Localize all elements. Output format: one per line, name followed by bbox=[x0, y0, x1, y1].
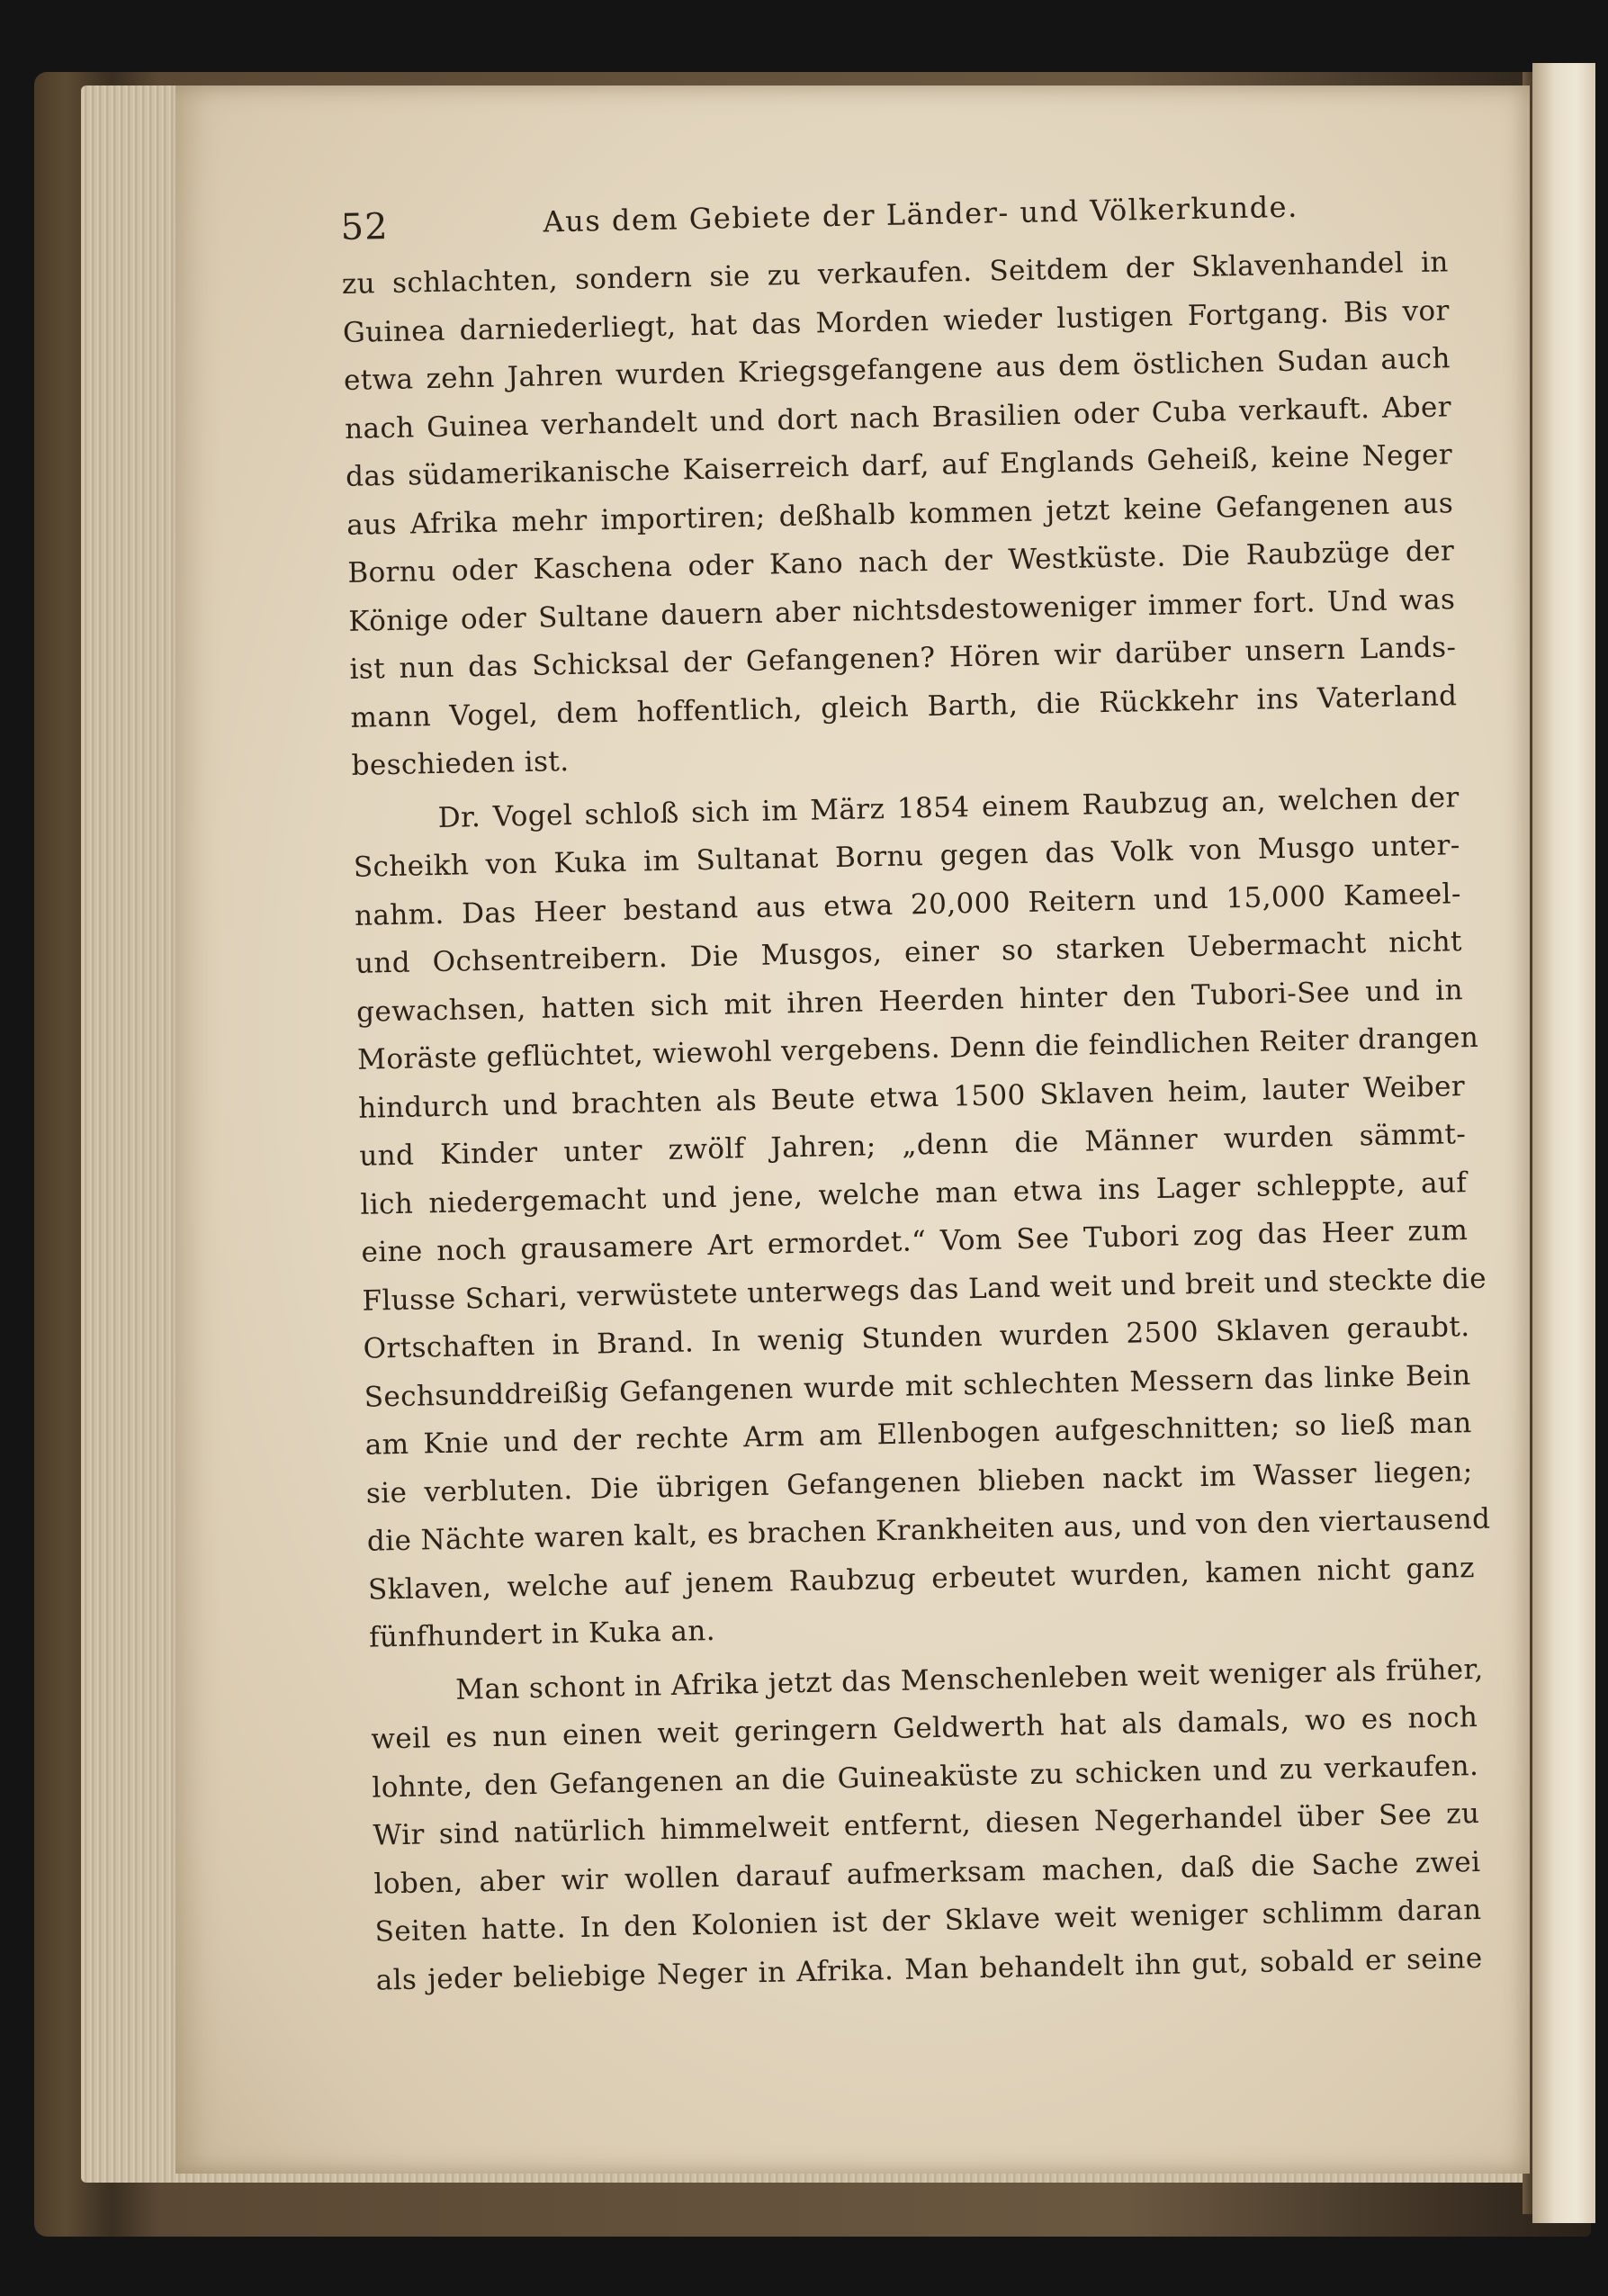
text-line: eine noch grausamere Art ermordet.“ Vom See Tubori zog das Heer zum bbox=[361, 1214, 1469, 1269]
text-line: zu schlachten, sondern sie zu verkaufen. Seitdem der Sklavenhandel in bbox=[341, 246, 1450, 301]
text-line: beschieden ist. bbox=[351, 745, 570, 782]
text-line: und Kinder unter zwölf Jahren; „denn die Männer wurden sämmt- bbox=[359, 1118, 1467, 1173]
text-line: Bornu oder Kaschena oder Kano nach der Westküste. Die Raubzüge der bbox=[347, 535, 1455, 590]
text-line: Moräste geflüchtet, wiewohl vergebens. Denn die feindlichen Reiter drangen bbox=[356, 1021, 1479, 1076]
text-line: nahm. Das Heer bestand aus etwa 20,000 Reitern und 15,000 Kameel- bbox=[354, 877, 1462, 932]
text-line: Wir sind natürlich himmelweit entfernt, diesen Negerhandel über See zu bbox=[373, 1796, 1480, 1852]
text-line: weil es nun einen weit geringern Geldwerth hat als damals, wo es noch bbox=[371, 1700, 1478, 1756]
text-line: lohnte, den Gefangenen an die Guineaküste zu schicken und zu verkaufen. bbox=[372, 1749, 1479, 1805]
text-line: Seiten hatte. In den Kolonien ist der Sklave weit weniger schlimm daran bbox=[374, 1893, 1482, 1949]
text-line: Ortschaften in Brand. In wenig Stunden wurden 2500 Sklaven geraubt. bbox=[363, 1310, 1470, 1365]
paragraph-2 bbox=[352, 774, 1491, 1662]
text-line: ist nun das Schicksal der Gefangenen? Hören wir darüber unsern Lands- bbox=[349, 631, 1457, 686]
text-line: die Nächte waren kalt, es brachen Krankheiten aus, und von den viertausend bbox=[366, 1502, 1491, 1558]
page-number: 52 bbox=[340, 205, 390, 248]
text-line: Sklaven, welche auf jenem Raubzug erbeutet wurden, kamen nicht ganz bbox=[367, 1551, 1476, 1607]
text-line: als jeder beliebige Neger in Afrika. Man behandelt ihn gut, sobald er seine bbox=[375, 1941, 1483, 1997]
text-line: gewachsen, hatten sich mit ihren Heerden hinter den Tubori-See und in bbox=[355, 973, 1464, 1029]
paragraph-3 bbox=[370, 1645, 1483, 2004]
text-line: loben, aber wir wollen darauf aufmerksam machen, daß die Sache zwei bbox=[373, 1845, 1481, 1901]
paragraph-1 bbox=[341, 239, 1459, 790]
text-line: Scheikh von Kuka im Sultanat Bornu gegen das Volk von Musgo unter- bbox=[353, 829, 1461, 884]
text-line: sie verbluten. Die übrigen Gefangenen blieben nackt im Wasser liegen; bbox=[365, 1454, 1474, 1510]
text-line: das südamerikanische Kaiserreich darf, auf Englands Geheiß, keine Neger bbox=[345, 438, 1453, 493]
text-line: mann Vogel, dem hoffentlich, gleich Barth, die Rückkehr ins Vaterland bbox=[350, 679, 1458, 734]
facing-page-edge bbox=[1532, 63, 1595, 2223]
text-line: Dr. Vogel schloß sich im März 1854 einem Raubzug an, welchen der bbox=[437, 780, 1460, 834]
page-text-block bbox=[340, 176, 1491, 2004]
running-title: Aus dem Gebiete der Länder- und Völkerkunde. bbox=[543, 189, 1299, 239]
text-line: fünfhundert in Kuka an. bbox=[368, 1614, 716, 1654]
text-line: Flusse Schari, verwüstete unterwegs das Land weit und breit und steckte die bbox=[362, 1262, 1487, 1318]
text-line: nach Guinea verhandelt und dort nach Brasilien oder Cuba verkauft. Aber bbox=[344, 390, 1452, 446]
text-line: und Ochsentreibern. Die Musgos, einer so starken Uebermacht nicht bbox=[355, 925, 1463, 980]
text-line: aus Afrika mehr importiren; deßhalb kommen jetzt keine Gefangenen aus bbox=[346, 486, 1454, 542]
text-line: etwa zehn Jahren wurden Kriegsgefangene aus dem östlichen Sudan auch bbox=[343, 342, 1451, 397]
text-line: Sechsunddreißig Gefangenen wurde mit schlechten Messern das linke Bein bbox=[364, 1358, 1471, 1414]
text-line: Guinea darniederliegt, hat das Morden wieder lustigen Fortgang. Bis vor bbox=[342, 293, 1451, 349]
text-line: hindurch und brachten als Beute etwa 1500 Sklaven heim, lauter Weiber bbox=[357, 1069, 1466, 1125]
text-line: Man schont in Afrika jetzt das Menschenleben weit weniger als früher, bbox=[454, 1652, 1484, 1706]
text-line: am Knie und der rechte Arm am Ellenbogen aufgeschnitten; so ließ man bbox=[364, 1407, 1472, 1462]
text-line: Könige oder Sultane dauern aber nichtsdestoweniger immer fort. Und was bbox=[348, 582, 1456, 638]
text-line: lich niedergemacht und jene, welche man etwa ins Lager schleppte, auf bbox=[360, 1166, 1468, 1221]
